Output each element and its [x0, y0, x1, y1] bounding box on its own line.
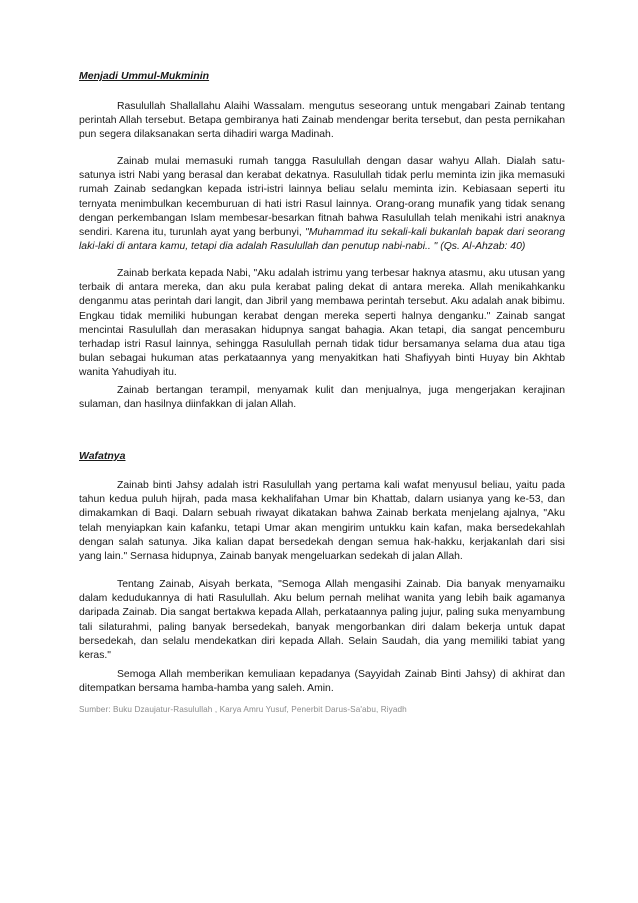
paragraph-1: Rasulullah Shallallahu Alaihi Wassalam. mengutus seseorang untuk mengabari Zainab tentang perintah Allah tersebut. Betapa gembiranya hati Zainab mendengar berita tersebut, dan pesta pernikahan pun segera dilaksanakan serta dihadiri warga Madinah. — [79, 101, 565, 141]
section-heading-ummul-mukminin: Menjadi Ummul-Mukminin — [79, 70, 210, 82]
source-citation: Sumber: Buku Dzaujatur-Rasulullah , Karya Amru Yusuf, Penerbit Darus-Sa'abu, Riyadh — [79, 705, 407, 714]
quran-quote: "Muhammad itu sekali-kali bukanlah bapak dari seorang laki-laki di antara kamu, tetapi dia adalah Rasulullah dan penutup nabi-nabi.. " (Qs. Al-Ahzab: 40) — [79, 227, 565, 253]
paragraph-5: Zainab binti Jahsy adalah istri Rasulullah yang pertama kali wafat menyusul beliau, yaitu pada tahun kedua puluh hijrah, pada masa kekhalifahan Umar bin Khattab, dalarn usianya yang ke-53, dan dimakamkan di Baqi. Dalarn sebuah riwayat dikatakan bahwa Zainab berkata menjelang ajalnya, "Aku telah menyiapkan kain kafanku, tetapi Umar akan mengirim untukku kain kafan, maka bersedekahlah dengan salah satunya. Jika kalian dapat bersedekah dengan semua hak-hakku, kerjakanlah dari sisi yang lain." Sernasa hidupnya, Zainab banyak mengeluarkan sedekah di jalan Allah. — [79, 480, 565, 563]
paragraph-2 — [79, 155, 565, 254]
paragraph-7: Semoga Allah memberikan kemuliaan kepadanya (Sayyidah Zainab Binti Jahsy) di akhirat dan ditempatkan bersama hamba-hamba yang saleh. Amin. — [79, 669, 565, 695]
paragraph-2-text: Zainab mulai memasuki rumah tangga Rasulullah dengan dasar wahyu Allah. Dialah satu-satunya istri Nabi yang berasal dan kerabat dekatnya. Rasulullah tidak perlu meminta izin jika memasuki rumah Zainab sedangkan kepada istri-istri lainnya beliau selalu meminta izin. Kebiasaan seperti itu ternyata menimbulkan kecemburuan di hati istri Rasul lainnya. Orang-orang munafik yang tidak senang dengan perkembangan Islam membesar-besarkan fitnah bahwa Rasulullah telah menikahi istri anaknya sendiri. Karena itu, turunlah ayat yang berbunyi, — [79, 156, 565, 239]
paragraph-3: Zainab berkata kepada Nabi, "Aku adalah istrimu yang terbesar haknya atasmu, aku utusan yang terbaik di antara mereka, dan aku pula kerabat paling dekat di antara mereka. Allah menikahkanku denganmu atas perintah dari langit, dan Jibril yang membawa perintah tersebut. Aku adalah anak bibimu. Engkau tidak memiliki hubungan kerabat dengan mereka seperti halnya denganku." Zainab sangat mencintai Rasulullah dan merasakan hidupnya sangat bahagia. Akan tetapi, dia sangat pencemburu terhadap istri Rasul lainnya, sehingga Rasulullah pernah tidak tidur bersamanya selama dua atau tiga bulan sebagai hukuman atas perkataannya yang menyakitkan hati Shafiyyah binti Huyay bin Akhtab wanita Yahudiyah itu. — [79, 268, 565, 379]
paragraph-6: Tentang Zainab, Aisyah berkata, "Semoga Allah mengasihi Zainab. Dia banyak menyamaiku dalam kedudukannya di hati Rasulullah. Aku belum pernah melihat wanita yang lebih baik agamanya daripada Zainab. Dia sangat bertakwa kepada Allah, perkataannya paling jujur, paling suka menyambung tali silaturahmi, paling banyak bersedekah, banyak mengorbankan diri dalam bekerja untuk dapat bersedekah, dan selalu mendekatkan diri kepada Allah. Selain Saudah, dia yang memiliki tabiat yang keras." — [79, 579, 565, 662]
paragraph-4: Zainab bertangan terampil, menyamak kulit dan menjualnya, juga mengerjakan kerajinan sulaman, dan hasilnya diinfakkan di jalan Allah. — [79, 385, 565, 411]
section-heading-wafatnya: Wafatnya — [79, 450, 126, 462]
